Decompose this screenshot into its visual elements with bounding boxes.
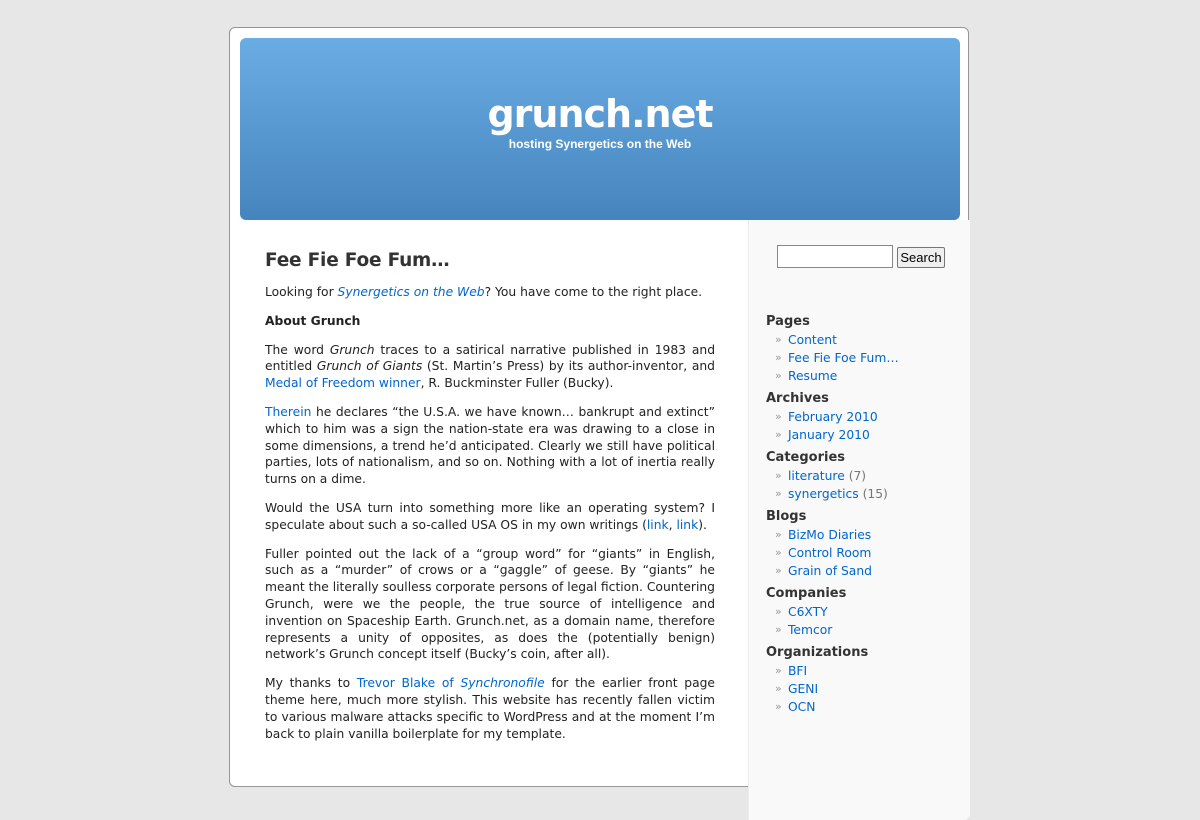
bullet-icon: » xyxy=(775,351,782,364)
category-item xyxy=(766,467,956,485)
bullet-icon: » xyxy=(775,469,782,482)
companies-widget-title: Companies xyxy=(766,586,847,601)
categories-widget xyxy=(766,449,956,503)
medal-of-freedom-link[interactable]: Medal of Freedom winner xyxy=(265,376,421,391)
post-content xyxy=(265,249,715,754)
post-title: Fee Fie Foe Fum… xyxy=(265,250,450,271)
organization-item xyxy=(766,680,956,698)
organization-item xyxy=(766,662,956,680)
sidebar xyxy=(748,220,970,820)
category-count: (7) xyxy=(844,469,867,483)
company-item xyxy=(766,603,956,621)
site-description: hosting Synergetics on the Web xyxy=(508,137,692,151)
page-link-resume[interactable]: Resume xyxy=(788,369,838,383)
intro-paragraph xyxy=(265,284,715,301)
pages-widget xyxy=(766,313,956,385)
organization-link-ocn[interactable]: OCN xyxy=(788,700,816,714)
giants-paragraph: Fuller pointed out the lack of a “group word” for “giants” in English, such as a “murder” of crows or a “gaggle” of geese. By “giants” he meant the literally soulless corporate persons of legal fiction. Countering Grunch, were we the people, the true source of intelligence and invention on Spaceship Earth. Grunch.net, as a domain name, therefore represents a unity of opposites, as does the (potentially benign) network’s Grunch concept itself (Bucky’s coin, after all). xyxy=(265,546,715,662)
page-item-resume xyxy=(766,367,956,385)
page-link-fee-fie[interactable]: Fee Fie Foe Fum… xyxy=(788,351,899,365)
bullet-icon: » xyxy=(775,700,782,713)
search-button[interactable]: Search xyxy=(897,247,945,268)
bullet-icon: » xyxy=(775,333,782,346)
thanks-paragraph: My thanks to Trevor Blake of Synchronofile for the earlier front page theme here, much more stylish. This website has recently fallen victim to various malware attacks specific to WordPress and at the moment I’m back to plain vanilla boilerplate for my template. xyxy=(265,676,715,741)
organizations-widget xyxy=(766,644,956,716)
bullet-icon: » xyxy=(775,564,782,577)
book-title: Grunch of Giants xyxy=(316,359,423,374)
bullet-icon: » xyxy=(775,605,782,618)
bullet-icon: » xyxy=(775,664,782,677)
blog-link-control-room[interactable]: Control Room xyxy=(788,546,872,560)
bullet-icon: » xyxy=(775,528,782,541)
therein-paragraph: Therein he declares “the U.S.A. we have known… bankrupt and extinct” which to him was a sign the nation-state era was drawing to a close in some dimensions, a trend he’d anticipated. Clearly we still have political parties, lots of nationalism, and so on. Nothing with a lot of inertia really turns on a dime. xyxy=(265,404,715,487)
synergetics-link[interactable]: Synergetics on the Web xyxy=(337,285,485,299)
bullet-icon: » xyxy=(775,410,782,423)
page-item-content xyxy=(766,331,956,349)
usa-os-paragraph: Would the USA turn into something more like an operating system? I speculate about such a so-called USA OS in my own writings (link, link). xyxy=(265,500,715,532)
archive-item xyxy=(766,408,956,426)
bullet-icon: » xyxy=(775,428,782,441)
organization-item xyxy=(766,698,956,716)
categories-widget-title: Categories xyxy=(766,450,846,465)
archive-item xyxy=(766,426,956,444)
bullet-icon: » xyxy=(775,487,782,500)
category-link-literature[interactable]: literature xyxy=(788,469,845,483)
page-link-content[interactable]: Content xyxy=(788,333,837,347)
category-item xyxy=(766,485,956,503)
therein-link[interactable]: Therein xyxy=(265,404,312,419)
search-input[interactable] xyxy=(777,245,893,268)
page-container xyxy=(229,27,969,787)
archive-link-feb-2010[interactable]: February 2010 xyxy=(788,410,878,424)
blogs-widget-title: Blogs xyxy=(766,509,807,524)
blog-item xyxy=(766,562,956,580)
site-title-link[interactable]: grunch.net xyxy=(487,92,713,136)
archives-widget xyxy=(766,390,956,444)
grunch-paragraph: The word Grunch traces to a satirical narrative published in 1983 and entitled Grunch of Giants (St. Martin’s Press) by its author-inventor, and Medal of Freedom winner, R. Buckminster Fuller (Bucky). xyxy=(265,342,715,391)
about-heading: About Grunch xyxy=(265,313,361,328)
blog-item xyxy=(766,544,956,562)
site-header xyxy=(240,38,960,220)
writings-link-2[interactable]: link xyxy=(676,517,699,532)
companies-widget xyxy=(766,585,956,639)
archive-link-jan-2010[interactable]: January 2010 xyxy=(788,428,870,442)
grunch-word: Grunch xyxy=(329,342,375,357)
blog-item xyxy=(766,526,956,544)
organization-link-geni[interactable]: GENI xyxy=(788,682,819,696)
pages-widget-title: Pages xyxy=(766,314,810,329)
organization-link-bfi[interactable]: BFI xyxy=(788,664,808,678)
company-link-temcor[interactable]: Temcor xyxy=(788,623,833,637)
intro-text: Looking for xyxy=(265,285,338,299)
bullet-icon: » xyxy=(775,546,782,559)
company-item xyxy=(766,621,956,639)
intro-text-end: ? You have come to the right place. xyxy=(484,285,703,299)
writings-link-1[interactable]: link xyxy=(646,517,669,532)
trevor-blake-link[interactable]: Trevor Blake of Synchronofile xyxy=(356,676,545,691)
archives-widget-title: Archives xyxy=(766,391,829,406)
organizations-widget-title: Organizations xyxy=(766,645,869,660)
bullet-icon: » xyxy=(775,369,782,382)
category-count: (15) xyxy=(858,487,888,501)
company-link-c6xty[interactable]: C6XTY xyxy=(788,605,828,619)
blogs-widget xyxy=(766,508,956,580)
page-item-fee-fie xyxy=(766,349,956,367)
bullet-icon: » xyxy=(775,623,782,636)
blog-link-bizmo-diaries[interactable]: BizMo Diaries xyxy=(788,528,872,542)
category-link-synergetics[interactable]: synergetics xyxy=(788,487,859,501)
bullet-icon: » xyxy=(775,682,782,695)
blog-link-grain-of-sand[interactable]: Grain of Sand xyxy=(788,564,872,578)
